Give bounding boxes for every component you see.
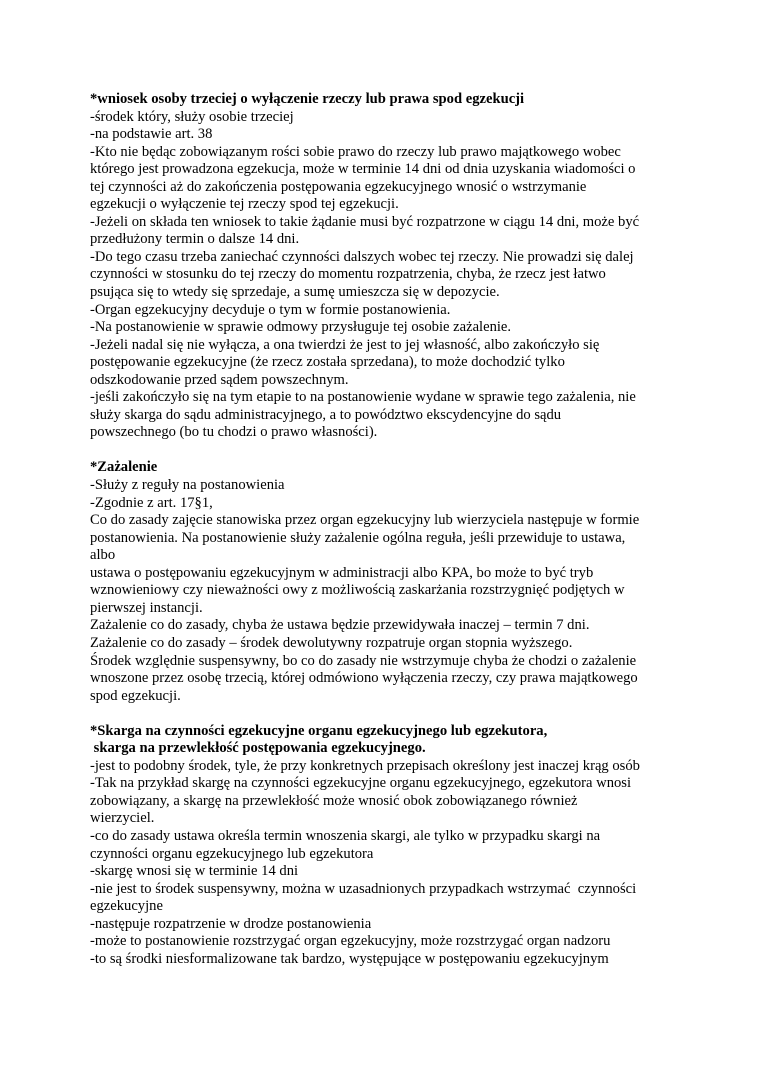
text-line: Zażalenie co do zasady – środek dewolutywny rozpatruje organ stopnia wyższego. <box>90 634 573 651</box>
text-line: -Zgodnie z art. 17§1, <box>90 494 213 511</box>
section-heading: *wniosek osoby trzeciej o wyłączenie rzeczy lub prawa spod egzekucji <box>90 91 525 107</box>
text-line: -Kto nie będąc zobowiązanym rości sobie prawo do rzeczy lub prawo majątkowego wobec <box>90 143 621 160</box>
text-line: albo <box>90 547 116 564</box>
text-line: czynności organu egzekucyjnego lub egzekutora <box>90 845 374 862</box>
text-line: służy skarga do sądu administracyjnego, a to powództwo ekscydencyjne do sądu <box>90 406 562 423</box>
document-page <box>90 91 680 968</box>
paragraph-gap <box>90 705 680 723</box>
text-line: -może to postanowienie rozstrzygać organ egzekucyjny, może rozstrzygać organ nadzoru <box>90 933 611 950</box>
text-line: Zażalenie co do zasady, chyba że ustawa będzie przewidywała inaczej – termin 7 dni. <box>90 617 590 634</box>
text-line: wznowieniowy czy nieważności owy z możliwością zaskarżania rozstrzygnięć podjętych w <box>90 582 625 599</box>
text-line: -Służy z reguły na postanowienia <box>90 477 285 494</box>
text-line: -to są środki niesformalizowane tak bardzo, występujące w postępowaniu egzekucyjnym <box>90 950 609 967</box>
text-line: -co do zasady ustawa określa termin wnoszenia skargi, ale tylko w przypadku skargi na <box>90 827 601 844</box>
text-line: zobowiązany, a skargę na przewlekłość może wnosić obok zobowiązanego również <box>90 792 578 809</box>
text-line: powszechnego (bo tu chodzi o prawo własności). <box>90 424 378 441</box>
section-heading: *Zażalenie <box>90 459 158 476</box>
text-line: egzekucyjne <box>90 898 163 915</box>
text-line: -Do tego czasu trzeba zaniechać czynności dalszych wobec tej rzeczy. Nie prowadzi się dalej <box>90 248 634 265</box>
section-skarga <box>90 723 680 969</box>
text-line: czynności w stosunku do tej rzeczy do momentu rozpatrzenia, chyba, że rzecz jest łatwo <box>90 266 606 283</box>
text-line: tej czynności aż do zakończenia postępowania egzekucyjnego wnosić o wstrzymanie <box>90 178 587 195</box>
text-line: -Jeżeli on składa ten wniosek to takie żądanie musi być rozpatrzone w ciągu 14 dni, może być <box>90 213 640 230</box>
section-heading-continued: skarga na przewlekłość postępowania egzekucyjnego. <box>90 740 426 757</box>
text-line: psująca się to wtedy się sprzedaje, a sumę umieszcza się w depozycie. <box>90 284 500 301</box>
text-line: postępowanie egzekucyjne (że rzecz została sprzedana), to może dochodzić tylko <box>90 354 565 371</box>
text-line: wnoszone przez osobę trzecią, której odmówiono wyłączenia rzeczy, czy prawa majątkowego <box>90 670 638 687</box>
text-line: -następuje rozpatrzenie w drodze postanowienia <box>90 915 372 932</box>
text-line: Środek względnie suspensywny, bo co do zasady nie wstrzymuje chyba że chodzi o zażalenie <box>90 652 637 669</box>
text-line: egzekucji o wyłączenie tej rzeczy spod tej egzekucji. <box>90 196 399 213</box>
text-line: -na podstawie art. 38 <box>90 126 213 143</box>
text-line: przedłużony termin o dalsze 14 dni. <box>90 231 300 248</box>
section-wniosek <box>90 91 680 442</box>
text-line: którego jest prowadzona egzekucja, może w terminie 14 dni od dnia uzyskania wiadomości o <box>90 161 636 178</box>
text-line: -Tak na przykład skargę na czynności egzekucyjne organu egzekucyjnego, egzekutora wnosi <box>90 775 632 792</box>
text-line: -skargę wnosi się w terminie 14 dni <box>90 863 299 880</box>
text-line: postanowienia. Na postanowienie służy zażalenie ogólna reguła, jeśli przewiduje to ustawa, <box>90 529 626 546</box>
text-line: -Organ egzekucyjny decyduje o tym w formie postanowienia. <box>90 301 451 318</box>
text-line: wierzyciel. <box>90 810 155 827</box>
text-line: -jeśli zakończyło się na tym etapie to na postanowienie wydane w sprawie tego zażalenia, nie <box>90 389 636 406</box>
text-line: -nie jest to środek suspensywny, można w uzasadnionych przypadkach wstrzymać czynności <box>90 880 637 897</box>
text-line: odszkodowanie przed sądem powszechnym. <box>90 371 349 388</box>
text-line: Co do zasady zajęcie stanowiska przez organ egzekucyjny lub wierzyciela następuje w formie <box>90 512 640 529</box>
text-line: -Na postanowienie w sprawie odmowy przysługuje tej osobie zażalenie. <box>90 319 512 336</box>
text-line: spod egzekucji. <box>90 687 181 704</box>
paragraph-gap <box>90 442 680 460</box>
text-line: -jest to podobny środek, tyle, że przy konkretnych przepisach określony jest inaczej krąg osób <box>90 757 640 774</box>
text-line: ustawa o postępowaniu egzekucyjnym w administracji albo KPA, bo może to być tryb <box>90 564 594 581</box>
text-line: -środek który, służy osobie trzeciej <box>90 108 294 125</box>
text-line: -Jeżeli nadal się nie wyłącza, a ona twierdzi że jest to jej własność, albo zakończyło się <box>90 336 600 353</box>
section-heading: *Skarga na czynności egzekucyjne organu egzekucyjnego lub egzekutora, <box>90 722 548 739</box>
section-zazalenie <box>90 459 680 705</box>
text-line: pierwszej instancji. <box>90 599 203 616</box>
